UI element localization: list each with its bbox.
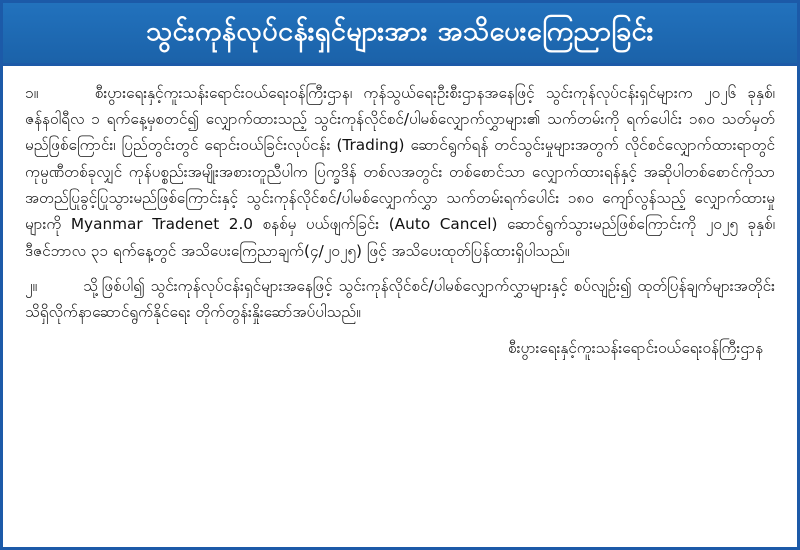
paragraph-2-text: သို့ဖြစ်ပါ၍ သွင်းကုန်လုပ်ငန်းရှင်များအနေဖြင့် သွင်းကုန်လိုင်စင်/ပါမစ်လျှောက်လွှာများနှင့် စပ်လျဉ်း၍ ထုတ်ပြန်ချက်များအတိုင်း သိရှိလိုက်နာဆောင်ရွက်နိုင်ရေး တိုက်တွန်းနှိုးဆော်အပ်ပါသည်။ bbox=[25, 276, 775, 322]
paragraph-1-text: စီးပွားရေးနှင့်ကူးသန်းရောင်းဝယ်ရေးဝန်ကြီးဌာန၊ ကုန်သွယ်ရေးဦးစီးဌာနအနေဖြင့် သွင်းကုန်လုပ်ငန်းရှင်များက ၂၀၂၆ ခုနှစ်၊ ဇန်နဝါရီလ ၁ ရက်နေ့မှစတင်၍ လျှောက်ထားသည့် သွင်းကုန်လိုင်စင်/ပါမစ်လျှောက်လွှာများ၏ သက်တမ်းကို ရက်ပေါင်း ၁၈၀ သတ်မှတ်မည်ဖြစ်ကြောင်း၊ ပြည်တွင်းတွင် ရောင်းဝယ်ခြင်းလုပ်ငန်း (Trading) ဆောင်ရွက်ရန် တင်သွင်းမှုများအတွက် လိုင်စင်လျှောက်ထားရာတွင် ကုမ္ပဏီတစ်ခုလျှင် ကုန်ပစ္စည်းအမျိုးအစားတူညီပါက ပြက္ခဒိန် တစ်လအတွင်း တစ်စောင်သာ လျှောက်ထားရန်နှင့် အဆိုပါတစ်စောင်ကိုသာ အတည်ပြုခွင့်ပြုသွားမည်ဖြစ်ကြောင်းနှင့် သွင်းကုန်လိုင်စင်/ပါမစ်လျှောက်လွှာ သက်တမ်းရက်ပေါင်း ၁၈၀ ကျော်လွန်သည့် လျှောက်ထားမှုများကို Myanmar Tradenet 2.0 စနစ်မှ ပယ်ဖျက်ခြင်း (Auto Cancel) ဆောင်ရွက်သွားမည်ဖြစ်ကြောင်းကို ၂၀၂၅ ခုနှစ်၊ ဒီဇင်ဘာလ ၃၁ ရက်နေ့တွင် အသိပေးကြေညာချက်(၄/၂၀၂၅) ဖြင့် အသိပေးထုတ်ပြန်ထားရှိပါသည်။ bbox=[25, 83, 775, 260]
paragraph-2-number: ၂။ bbox=[25, 276, 38, 295]
paragraph-1-number: ၁။ bbox=[25, 83, 39, 102]
paragraph-2 bbox=[25, 273, 775, 326]
document-body bbox=[3, 66, 797, 547]
page-title: သွင်းကုန်လုပ်ငန်းရှင်များအား အသိပေးကြေညာခြင်း bbox=[3, 3, 797, 66]
signature-line: စီးပွားရေးနှင့်ကူးသန်းရောင်းဝယ်ရေးဝန်ကြီးဌာန bbox=[508, 339, 763, 358]
paragraph-1 bbox=[25, 80, 775, 264]
